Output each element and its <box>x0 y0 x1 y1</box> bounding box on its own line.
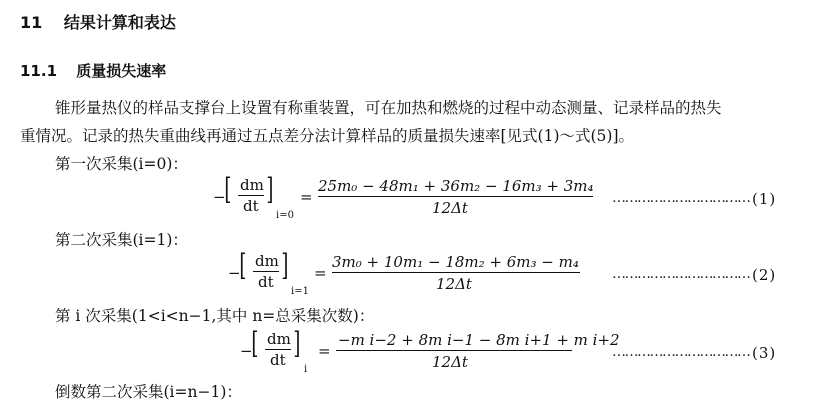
label-second-last-sample: 倒数第二次采集(i=n−1)： <box>55 383 242 401</box>
lhs-denominator: dt <box>243 197 259 215</box>
paragraph-line-2: 重情况。记录的热失重曲线再通过五点差分法计算样品的质量损失速率[见式(1)～式(5)]。 <box>20 127 635 145</box>
equation-number: (1) <box>752 190 777 208</box>
rhs-fraction-bar <box>332 272 580 273</box>
lhs-fraction-bar <box>265 349 291 350</box>
lhs-fraction-bar <box>238 195 264 196</box>
rhs-numerator: 25m₀ − 48m₁ + 36m₂ − 16m₃ + 3m₄ <box>318 177 594 195</box>
left-bracket: [ <box>251 326 259 361</box>
subsection-title: 质量损失速率 <box>76 62 167 80</box>
leader-dots: …………………………… <box>612 344 750 360</box>
lhs-fraction-bar <box>253 271 279 272</box>
rhs-denominator: 12Δt <box>432 199 468 217</box>
minus-sign: − <box>213 188 226 206</box>
eq-subscript: i <box>304 364 308 375</box>
section-heading <box>20 10 176 33</box>
rhs-fraction-bar <box>318 196 593 197</box>
equals-sign: = <box>318 342 331 360</box>
right-bracket: ] <box>293 326 301 361</box>
rhs-numerator: −m i−2 + 8m i−1 − 8m i+1 + m i+2 <box>338 331 620 349</box>
label-ith-sample: 第 i 次采集(1<i<n−1,其中 n=总采集次数)： <box>55 307 375 325</box>
equals-sign: = <box>314 264 327 282</box>
rhs-numerator: 3m₀ + 10m₁ − 18m₂ + 6m₃ − m₄ <box>332 253 579 271</box>
right-bracket: ] <box>281 248 289 283</box>
lhs-numerator: dm <box>255 252 279 270</box>
equals-sign: = <box>300 188 313 206</box>
section-number: 11 <box>20 13 43 32</box>
lhs-numerator: dm <box>240 176 264 194</box>
eq-subscript: i=1 <box>291 286 309 297</box>
left-bracket: [ <box>239 248 247 283</box>
label-first-sample: 第一次采集(i=0)： <box>55 155 188 173</box>
lhs-denominator: dt <box>258 273 274 291</box>
lhs-denominator: dt <box>270 351 286 369</box>
equation-number: (3) <box>752 344 777 362</box>
minus-sign: − <box>240 342 253 360</box>
rhs-denominator: 12Δt <box>432 353 468 371</box>
subsection-heading <box>20 60 166 81</box>
paragraph-line-1: 锥形量热仪的样品支撑台上设置有称重装置，可在加热和燃烧的过程中动态测量、记录样品的热失 <box>55 99 722 117</box>
label-second-sample: 第二次采集(i=1)： <box>55 231 188 249</box>
equation-number: (2) <box>752 266 777 284</box>
leader-dots: …………………………… <box>612 266 750 282</box>
subsection-number: 11.1 <box>20 62 58 80</box>
rhs-denominator: 12Δt <box>436 275 472 293</box>
rhs-fraction-bar <box>336 350 572 351</box>
eq-subscript: i=0 <box>276 210 294 221</box>
leader-dots: …………………………… <box>612 190 750 206</box>
right-bracket: ] <box>266 172 274 207</box>
section-title: 结果计算和表达 <box>63 13 176 32</box>
minus-sign: − <box>228 264 241 282</box>
lhs-numerator: dm <box>267 330 291 348</box>
left-bracket: [ <box>224 172 232 207</box>
